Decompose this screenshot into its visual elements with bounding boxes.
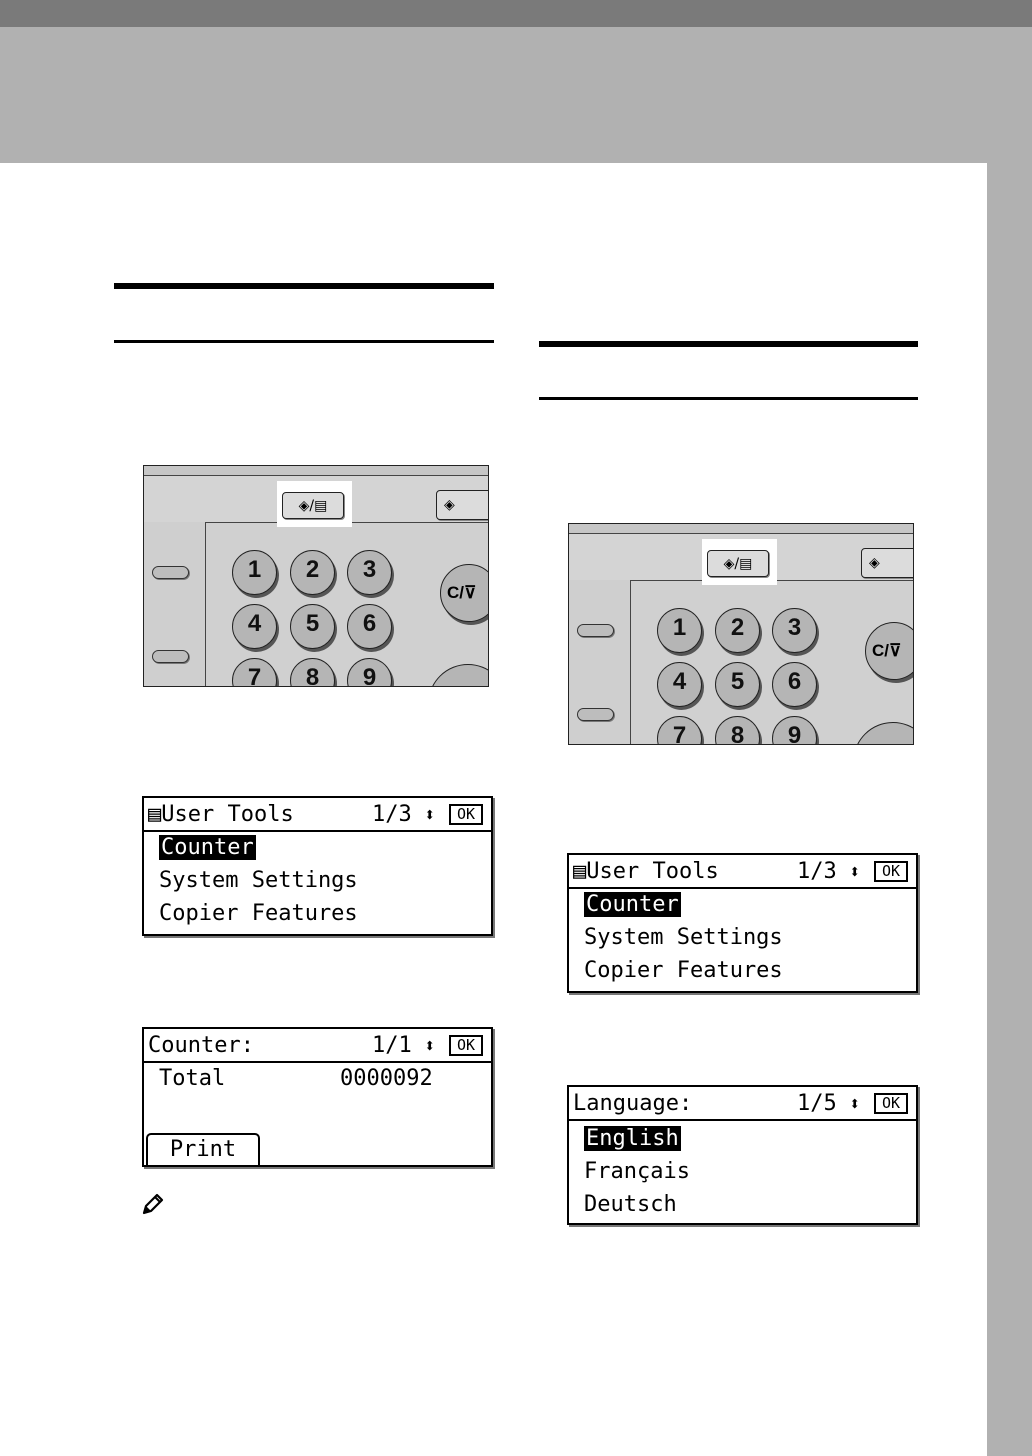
control-panel-illustration [568,523,914,745]
print-tab-button[interactable]: Print [146,1133,260,1165]
number-key-6[interactable]: 6 [772,662,817,707]
user-tools-counter-icon: ◈/▤ [723,555,753,572]
side-button[interactable] [577,708,614,721]
ok-button[interactable]: OK [874,861,908,882]
up-down-arrows-icon[interactable]: ⬍ [849,1093,861,1115]
stop-icon: ⊽ [889,641,902,660]
clear-stop-key[interactable]: C/ ⊽ [440,564,489,622]
number-key-8[interactable]: 8 [715,716,760,745]
lcd-screen-user-tools [567,853,918,993]
start-round-key[interactable] [428,664,489,687]
number-key-7[interactable]: 7 [232,658,277,687]
up-down-arrows-icon[interactable]: ⬍ [849,861,861,883]
user-tools-counter-key[interactable] [282,492,344,519]
lcd-screen-language [567,1085,918,1225]
number-key-9[interactable]: 9 [347,658,392,687]
counter-total-label: Total [159,1066,226,1091]
section-rule-top [114,283,494,289]
start-diamond-icon: ◈ [444,497,455,513]
menu-item-counter[interactable]: Counter [586,892,679,917]
screen-title: Counter: [148,1033,254,1058]
page-header-bar [0,0,1032,27]
number-key-7[interactable]: 7 [657,716,702,745]
counter-total-value: 0000092 [340,1066,433,1091]
screen-title: User Tools [161,802,294,827]
menu-item-system-settings[interactable]: System Settings [159,868,358,893]
page-indicator: 1/1 [372,1033,412,1058]
up-down-arrows-icon[interactable]: ⬍ [424,1035,436,1057]
menu-item-copier-features[interactable]: Copier Features [159,901,358,926]
section-rule-bottom [539,397,918,400]
number-key-5[interactable]: 5 [715,662,760,707]
page-header-band [0,27,1032,163]
number-key-8[interactable]: 8 [290,658,335,687]
number-key-1[interactable]: 1 [657,608,702,653]
start-key[interactable] [436,490,489,520]
section-rule-bottom [114,340,494,343]
language-option-francais[interactable]: Français [584,1159,690,1184]
number-key-1[interactable]: 1 [232,550,277,595]
page-indicator: 1/5 [797,1091,837,1116]
side-button[interactable] [152,566,189,579]
menu-list-icon: ▤ [148,802,162,827]
number-key-3[interactable]: 3 [347,550,392,595]
number-key-5[interactable]: 5 [290,604,335,649]
number-key-6[interactable]: 6 [347,604,392,649]
pencil-note-icon [140,1191,166,1217]
up-down-arrows-icon[interactable]: ⬍ [424,804,436,826]
language-option-english[interactable]: English [586,1126,679,1151]
menu-item-system-settings[interactable]: System Settings [584,925,783,950]
start-key[interactable] [861,548,914,578]
stop-icon: ⊽ [464,583,477,602]
ok-button[interactable]: OK [449,1035,483,1056]
lcd-screen-counter [142,1027,493,1167]
number-key-4[interactable]: 4 [232,604,277,649]
number-key-2[interactable]: 2 [290,550,335,595]
menu-item-counter[interactable]: Counter [161,835,254,860]
user-tools-counter-icon: ◈/▤ [298,497,328,514]
screen-title: User Tools [586,859,719,884]
user-tools-counter-key[interactable] [707,550,769,577]
number-key-3[interactable]: 3 [772,608,817,653]
number-key-4[interactable]: 4 [657,662,702,707]
number-key-2[interactable]: 2 [715,608,760,653]
menu-list-icon: ▤ [573,859,587,884]
ok-button[interactable]: OK [449,804,483,825]
page-indicator: 1/3 [372,802,412,827]
menu-item-copier-features[interactable]: Copier Features [584,958,783,983]
side-button[interactable] [577,624,614,637]
side-button[interactable] [152,650,189,663]
section-rule-top [539,341,918,347]
chapter-side-tab [987,163,1032,1456]
control-panel-illustration [143,465,489,687]
screen-title: Language: [573,1091,693,1116]
language-option-deutsch[interactable]: Deutsch [584,1192,677,1217]
start-round-key[interactable] [853,722,914,745]
number-key-9[interactable]: 9 [772,716,817,745]
start-diamond-icon: ◈ [869,555,880,571]
ok-button[interactable]: OK [874,1093,908,1114]
lcd-screen-user-tools [142,796,493,936]
clear-stop-key[interactable]: C/ ⊽ [865,622,914,680]
page-indicator: 1/3 [797,859,837,884]
